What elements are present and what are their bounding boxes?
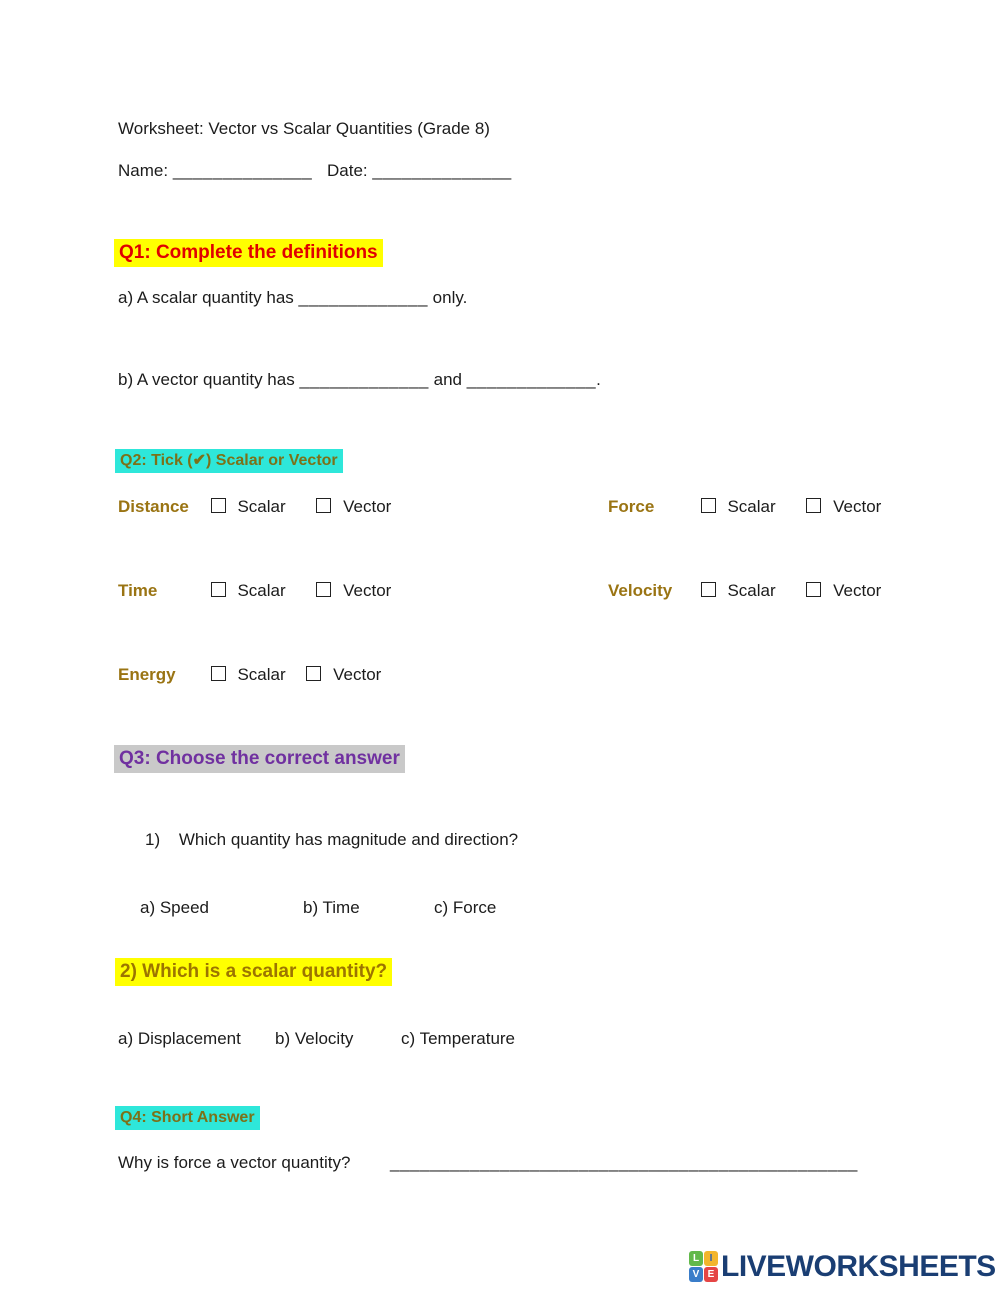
force-vector-checkbox[interactable] [806, 498, 821, 513]
logo-tile-v: V [689, 1267, 703, 1282]
date-blank-line[interactable]: ______________ [372, 161, 512, 180]
q1-heading: Q1: Complete the definitions [114, 239, 383, 267]
q3-question-1-number: 1) [145, 830, 161, 849]
liveworksheets-grid-icon [689, 1251, 718, 1282]
q2-heading: Q2: Tick (✔) Scalar or Vector [115, 449, 343, 473]
distance-scalar-label: Scalar [237, 497, 286, 516]
q2-row-time-velocity [118, 581, 918, 605]
quantity-label-force: Force [608, 497, 655, 516]
q1-item-b [118, 370, 601, 390]
force-scalar-label: Scalar [727, 497, 776, 516]
time-vector-checkbox[interactable] [316, 582, 331, 597]
q1-a-text: a) A scalar quantity has [118, 288, 294, 307]
q1-b-blank-line-2[interactable]: _____________ [466, 370, 597, 389]
q1-b-mid-text: and [433, 370, 462, 389]
q2-row-energy [118, 665, 918, 689]
q3-option-1c[interactable]: c) Force [434, 898, 497, 917]
quantity-label-distance: Distance [118, 497, 189, 516]
q1-item-a [118, 288, 467, 308]
force-vector-option [806, 497, 881, 517]
q3-heading: Q3: Choose the correct answer [114, 745, 405, 773]
distance-vector-checkbox[interactable] [316, 498, 331, 513]
liveworksheets-logo[interactable] [689, 1251, 996, 1282]
q3-option-1a[interactable]: a) Speed [140, 898, 209, 917]
velocity-scalar-checkbox[interactable] [701, 582, 716, 597]
name-blank-line[interactable]: ______________ [172, 161, 313, 180]
date-group [327, 161, 512, 181]
time-scalar-option [211, 581, 286, 601]
q2-row-distance-force [118, 497, 918, 521]
q3-option-2b[interactable]: b) Velocity [275, 1029, 354, 1048]
q4-answer-blank-line[interactable]: _______________________________________________ [390, 1153, 858, 1172]
q4-question-text: Why is force a vector quantity? [118, 1153, 351, 1172]
velocity-vector-checkbox[interactable] [806, 582, 821, 597]
q3-question-1 [145, 830, 518, 850]
name-date-row [118, 161, 718, 181]
velocity-vector-label: Vector [833, 581, 882, 600]
quantity-label-energy: Energy [118, 665, 176, 684]
energy-vector-label: Vector [333, 665, 382, 684]
q3-question-1-text: Which quantity has magnitude and direction? [178, 830, 519, 849]
velocity-vector-option [806, 581, 881, 601]
q1-a-suffix: only. [432, 288, 468, 307]
energy-vector-checkbox[interactable] [306, 666, 321, 681]
distance-vector-label: Vector [343, 497, 392, 516]
time-scalar-checkbox[interactable] [211, 582, 226, 597]
velocity-scalar-option [701, 581, 776, 601]
velocity-group [608, 581, 907, 601]
distance-scalar-option [211, 497, 286, 517]
brand-wordmark: LIVEWORKSHEETS [721, 1249, 996, 1283]
q3-option-2c[interactable]: c) Temperature [401, 1029, 516, 1048]
q1-b-blank-line-1[interactable]: _____________ [299, 370, 429, 389]
distance-scalar-checkbox[interactable] [211, 498, 226, 513]
logo-tile-i: I [704, 1251, 718, 1266]
date-label: Date: [327, 161, 368, 180]
distance-vector-option [316, 497, 391, 517]
time-vector-option [316, 581, 391, 601]
q3-option-2a[interactable]: a) Displacement [118, 1029, 241, 1048]
energy-scalar-option [211, 665, 286, 685]
quantity-label-velocity: Velocity [608, 581, 673, 600]
logo-tile-l: L [689, 1251, 703, 1266]
q4-heading: Q4: Short Answer [115, 1106, 260, 1130]
energy-vector-option [306, 665, 381, 685]
force-scalar-option [701, 497, 776, 517]
q3-option-1b[interactable]: b) Time [303, 898, 360, 917]
force-scalar-checkbox[interactable] [701, 498, 716, 513]
logo-tile-e: E [704, 1267, 718, 1282]
time-vector-label: Vector [343, 581, 392, 600]
force-group [608, 497, 907, 517]
quantity-label-time: Time [118, 581, 158, 600]
q3-question-2-heading: 2) Which is a scalar quantity? [115, 958, 392, 986]
time-scalar-label: Scalar [237, 581, 286, 600]
name-label: Name: [118, 161, 169, 180]
force-vector-label: Vector [833, 497, 882, 516]
q1-b-suffix: . [596, 370, 601, 389]
q1-a-blank-line[interactable]: _____________ [298, 288, 428, 307]
page-title: Worksheet: Vector vs Scalar Quantities (Grade 8) [118, 119, 490, 138]
energy-scalar-label: Scalar [237, 665, 286, 684]
energy-scalar-checkbox[interactable] [211, 666, 226, 681]
velocity-scalar-label: Scalar [727, 581, 776, 600]
q1-b-text: b) A vector quantity has [118, 370, 295, 389]
